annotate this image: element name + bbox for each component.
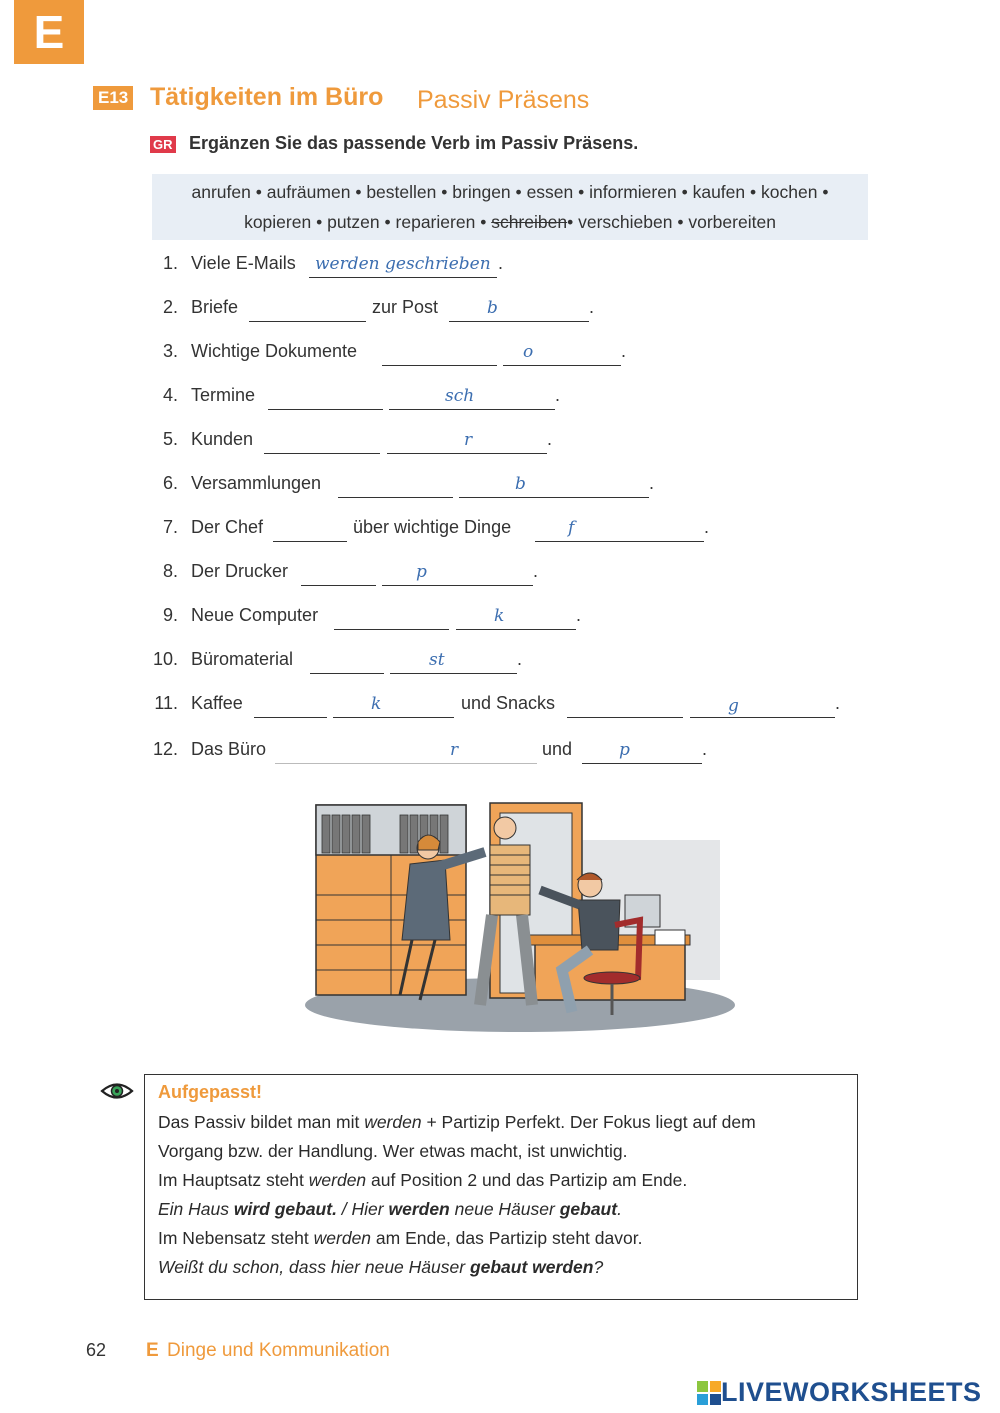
- grammar-badge: GR: [150, 136, 176, 153]
- word: essen: [526, 182, 574, 202]
- note-example-2: Weißt du schon, dass hier neue Häuser gebaut werden?: [158, 1257, 604, 1277]
- answer-blank[interactable]: [275, 739, 537, 764]
- word-struck: schreiben: [491, 212, 568, 232]
- note-line-5: Im Nebensatz steht werden am Ende, das Partizip steht davor.: [158, 1228, 643, 1248]
- word: bestellen: [366, 182, 437, 202]
- word: verschieben: [578, 212, 673, 232]
- word: reparieren: [395, 212, 476, 232]
- hint-letter: b: [487, 298, 498, 318]
- hint-letter: k: [371, 694, 382, 714]
- item-text: und Snacks: [461, 693, 556, 713]
- item-number: 5.: [162, 429, 178, 449]
- item-text: über wichtige Dinge: [353, 517, 512, 537]
- period: .: [533, 561, 539, 581]
- item-text: Viele E-Mails: [191, 253, 296, 273]
- item-text: Der Chef: [191, 517, 264, 537]
- item-number: 8.: [162, 561, 178, 581]
- hint-letter: o: [523, 342, 534, 362]
- period: .: [498, 253, 504, 273]
- answer-blank[interactable]: [390, 649, 517, 674]
- handwritten-answer: werden geschrieben: [315, 254, 491, 274]
- answer-blank[interactable]: [567, 693, 683, 718]
- hint-letter: sch: [445, 386, 475, 406]
- period: .: [704, 517, 710, 537]
- exercise-badge: E13: [93, 86, 133, 110]
- answer-blank[interactable]: [459, 473, 649, 498]
- item-text: Büromaterial: [191, 649, 294, 669]
- liveworksheets-icon: [697, 1381, 721, 1405]
- instruction: Ergänzen Sie das passende Verb im Passiv Präsens.: [189, 133, 639, 153]
- note-line-1: Das Passiv bildet man mit werden + Partizip Perfekt. Der Fokus liegt auf dem: [158, 1112, 756, 1132]
- chapter-tab: [14, 0, 84, 64]
- answer-blank[interactable]: [333, 693, 454, 718]
- period: .: [517, 649, 523, 669]
- liveworksheets-brand: LIVEWORKSHEETS: [721, 1377, 982, 1407]
- period: .: [589, 297, 595, 317]
- answer-blank[interactable]: [449, 297, 589, 322]
- word: kopieren: [244, 212, 312, 232]
- word-box-line-2: kopieren • putzen • reparieren • schreiben• verschieben • vorbereiten: [244, 212, 776, 232]
- hint-letter: p: [619, 740, 630, 760]
- answer-blank[interactable]: [690, 693, 835, 718]
- answer-blank[interactable]: [535, 517, 704, 542]
- word-box-line-1: anrufen • aufräumen • bestellen • bringen • essen • informieren • kaufen • kochen •: [191, 182, 829, 202]
- answer-blank[interactable]: [254, 693, 327, 718]
- item-number: 7.: [162, 517, 178, 537]
- answer-blank[interactable]: [301, 561, 376, 586]
- footer-chapter-title: Dinge und Kommunikation: [167, 1340, 390, 1361]
- note-title: Aufgepasst!: [158, 1082, 263, 1102]
- period: .: [547, 429, 553, 449]
- item-text: und: [542, 739, 573, 759]
- item-text: Der Drucker: [191, 561, 289, 581]
- answer-blank[interactable]: [456, 605, 576, 630]
- answer-blank[interactable]: [382, 561, 533, 586]
- answer-blank[interactable]: [310, 649, 384, 674]
- answer-blank[interactable]: [273, 517, 347, 542]
- word: kochen: [761, 182, 818, 202]
- liveworksheets-logo: [697, 1377, 982, 1408]
- exercise-title: Tätigkeiten im Büro: [150, 83, 384, 111]
- word: kaufen: [692, 182, 746, 202]
- hint-letter: r: [450, 740, 459, 760]
- word: aufräumen: [266, 182, 351, 202]
- item-text: Termine: [191, 385, 256, 405]
- hint-letter: g: [728, 696, 739, 716]
- answer-blank[interactable]: [264, 429, 380, 454]
- item-text: Briefe: [191, 297, 239, 317]
- item-number: 3.: [162, 341, 178, 361]
- period: .: [621, 341, 627, 361]
- period: .: [702, 739, 708, 759]
- exercise-subtitle: Passiv Präsens: [417, 86, 590, 114]
- item-number: 1.: [162, 253, 178, 273]
- item-text: Kaffee: [191, 693, 243, 713]
- period: .: [576, 605, 582, 625]
- hint-letter: f: [568, 518, 575, 538]
- answer-blank[interactable]: [382, 341, 497, 366]
- period: .: [649, 473, 655, 493]
- answer-blank[interactable]: [249, 297, 366, 322]
- hint-letter: st: [429, 650, 445, 670]
- word: informieren: [589, 182, 677, 202]
- item-text: Versammlungen: [191, 473, 322, 493]
- item-text: Das Büro: [191, 739, 267, 759]
- item-text: Wichtige Dokumente: [191, 341, 358, 361]
- word: bringen: [452, 182, 511, 202]
- item-number: 6.: [162, 473, 178, 493]
- word: anrufen: [191, 182, 251, 202]
- footer-chapter-letter: E: [146, 1340, 159, 1361]
- eye-icon: [100, 1081, 134, 1101]
- note-line-2: Vorgang bzw. der Handlung. Wer etwas macht, ist unwichtig.: [158, 1141, 628, 1161]
- item-number: 9.: [162, 605, 178, 625]
- hint-letter: b: [515, 474, 526, 494]
- word-box: [152, 174, 868, 240]
- word: putzen: [327, 212, 380, 232]
- item-number: 12.: [152, 739, 178, 759]
- item-number: 4.: [162, 385, 178, 405]
- answer-blank[interactable]: [582, 739, 702, 764]
- item-text: Kunden: [191, 429, 254, 449]
- item-number: 10.: [152, 649, 178, 669]
- office-illustration: [300, 800, 740, 1035]
- note-line-3: Im Hauptsatz steht werden auf Position 2 und das Partizip am Ende.: [158, 1170, 688, 1190]
- answer-blank[interactable]: [334, 605, 449, 630]
- item-number: 2.: [162, 297, 178, 317]
- chapter-letter: E: [33, 6, 65, 58]
- hint-letter: k: [494, 606, 505, 626]
- period: .: [555, 385, 561, 405]
- note-example-1: Ein Haus wird gebaut. / Hier werden neue Häuser gebaut.: [158, 1199, 622, 1219]
- answer-blank[interactable]: [503, 341, 621, 366]
- page-number: 62: [86, 1340, 107, 1360]
- item-text: Neue Computer: [191, 605, 319, 625]
- word: vorbereiten: [688, 212, 776, 232]
- hint-letter: p: [416, 562, 427, 582]
- period: .: [835, 693, 841, 713]
- hint-letter: r: [464, 430, 473, 450]
- item-text: zur Post: [372, 297, 439, 317]
- answer-blank[interactable]: [338, 473, 453, 498]
- answer-blank[interactable]: [268, 385, 383, 410]
- item-number: 11.: [154, 693, 178, 713]
